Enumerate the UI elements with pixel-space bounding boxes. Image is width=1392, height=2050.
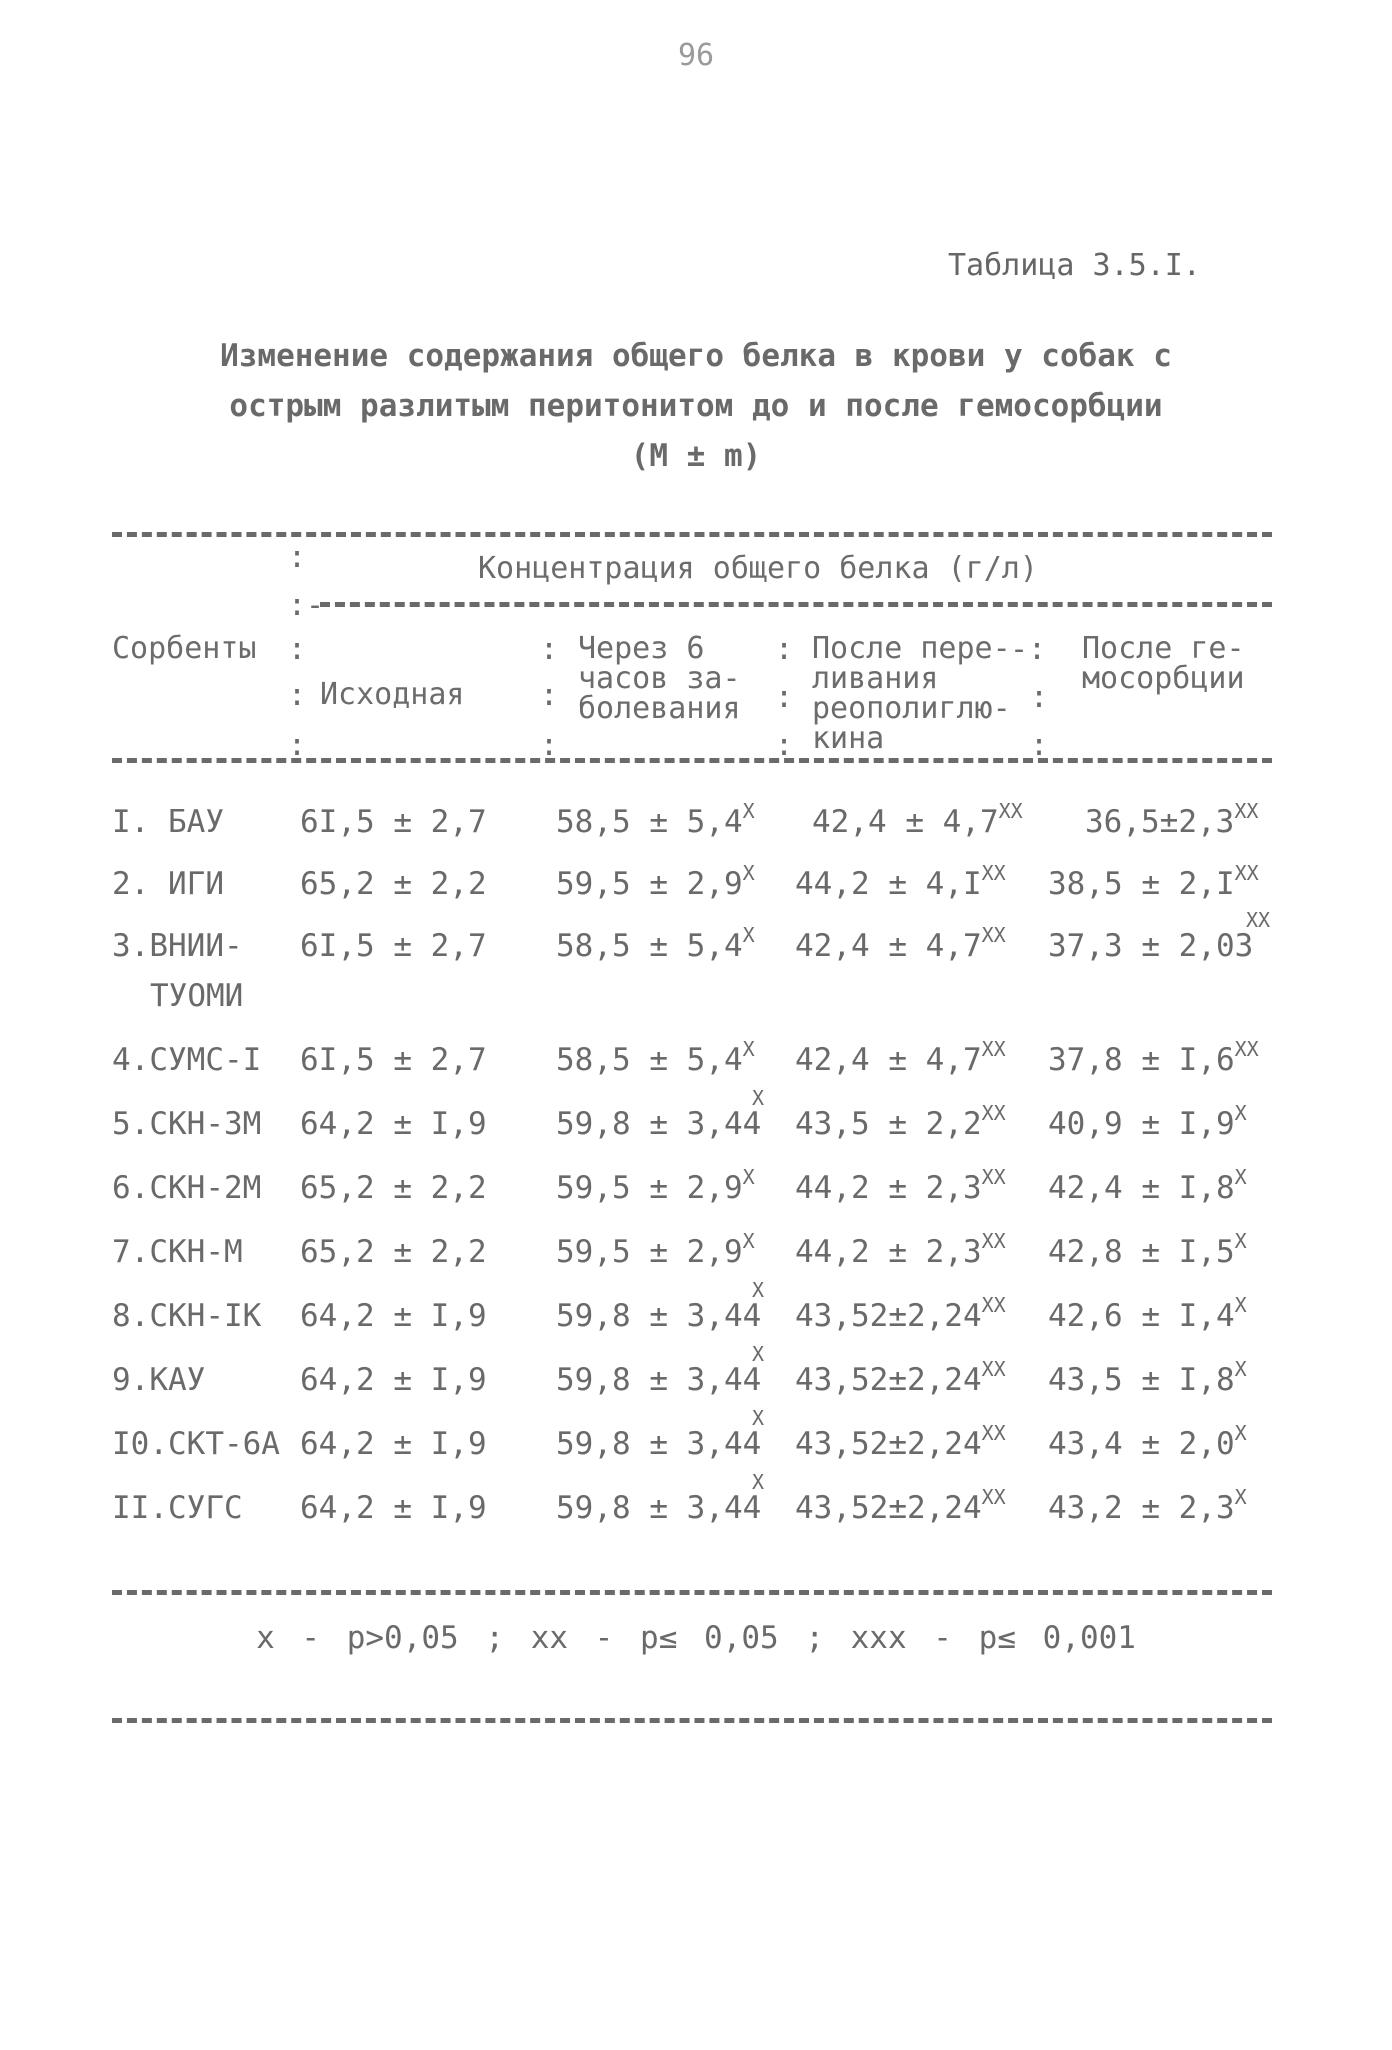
row-hemosorption: 40,9 ± I,9 [1048, 1106, 1235, 1142]
significance-mark: XX [981, 861, 1006, 885]
row-transfusion: 44,2 ± 2,3 [795, 1234, 982, 1270]
significance-mark: XX [981, 1037, 1006, 1061]
header-separator: : [288, 678, 307, 713]
significance-mark: X [1234, 1229, 1247, 1253]
table-label: Таблица 3.5.I. [948, 248, 1201, 283]
row-sorbent: 2. ИГИ [112, 866, 224, 902]
header-separator: : [540, 632, 559, 667]
row-initial: 65,2 ± 2,2 [300, 1170, 487, 1206]
significance-mark: XX [998, 799, 1023, 823]
header-sorbent: Сорбенты [112, 631, 257, 666]
row-6h: 58,5 ± 5,4 [556, 928, 743, 964]
header-group-label: Концентрация общего белка (г/л) [478, 551, 1038, 586]
significance-mark: X [1234, 1421, 1247, 1445]
row-sorbent: 3.ВНИИ- [112, 928, 243, 964]
header-separator: : [288, 540, 307, 575]
row-6h: 58,5 ± 5,4 [556, 804, 743, 840]
header-separator: :- [288, 588, 325, 623]
header-hemosorption-line-1: После ге- [1082, 631, 1245, 666]
significance-mark: XX [981, 1165, 1006, 1189]
row-initial: 64,2 ± I,9 [300, 1426, 487, 1462]
row-hemosorption: 38,5 ± 2,I [1048, 866, 1235, 902]
significance-mark: X [752, 1342, 765, 1366]
row-transfusion: 42,4 ± 4,7 [795, 928, 982, 964]
row-initial: 64,2 ± I,9 [300, 1106, 487, 1142]
row-6h: 59,5 ± 2,9 [556, 1234, 743, 1270]
row-hemosorption: 36,5±2,3 [1085, 804, 1235, 840]
row-hemosorption: 37,8 ± I,6 [1048, 1042, 1235, 1078]
row-sorbent: 7.СКН-М [112, 1234, 243, 1270]
significance-mark: XX [1234, 1037, 1259, 1061]
row-hemosorption: 37,3 ± 2,03 [1048, 928, 1254, 964]
row-hemosorption: 42,8 ± I,5 [1048, 1234, 1235, 1270]
significance-mark: X [742, 1165, 755, 1189]
significance-mark: XX [981, 1421, 1006, 1445]
table-title-line-3: (М ± m) [630, 438, 762, 474]
header-transfusion-line-2: ливания [812, 661, 939, 696]
significance-mark: XX [981, 1293, 1006, 1317]
significance-mark: X [742, 861, 755, 885]
row-sorbent: 6.СКН-2М [112, 1170, 262, 1206]
significance-mark: XX [981, 1357, 1006, 1381]
header-bottom-rule [112, 758, 1272, 763]
significance-mark: X [752, 1470, 765, 1494]
row-hemosorption: 42,6 ± I,4 [1048, 1298, 1235, 1334]
row-6h: 59,8 ± 3,44 [556, 1298, 762, 1334]
header-separator: : [775, 632, 794, 667]
header-transfusion-line-3: реополиглю- [812, 691, 1011, 726]
header-separator: : [540, 728, 559, 763]
significance-mark: X [1234, 1101, 1247, 1125]
significance-mark: XX [1246, 908, 1271, 932]
table-top-rule [112, 532, 1272, 537]
row-transfusion: 43,5 ± 2,2 [795, 1106, 982, 1142]
significance-mark: X [742, 1229, 755, 1253]
row-6h: 59,8 ± 3,44 [556, 1426, 762, 1462]
header-separator: : [775, 680, 794, 715]
header-separator: : [1030, 680, 1049, 715]
header-separator: : [288, 728, 307, 763]
row-6h: 58,5 ± 5,4 [556, 1042, 743, 1078]
row-sorbent: I. БАУ [112, 804, 224, 840]
row-sorbent: 5.СКН-3М [112, 1106, 262, 1142]
row-sorbent-line-2: ТУОМИ [150, 978, 244, 1014]
row-initial: 64,2 ± I,9 [300, 1298, 487, 1334]
table-title-line-1: Изменение содержания общего белка в крови у собак с [220, 338, 1172, 374]
row-transfusion: 44,2 ± 4,I [795, 866, 982, 902]
significance-mark: X [1234, 1165, 1247, 1189]
row-hemosorption: 43,2 ± 2,3 [1048, 1490, 1235, 1526]
row-6h: 59,5 ± 2,9 [556, 866, 743, 902]
row-initial: 6I,5 ± 2,7 [300, 928, 487, 964]
row-transfusion: 43,52±2,24 [795, 1490, 982, 1526]
significance-mark: X [1234, 1357, 1247, 1381]
significance-mark: X [1234, 1293, 1247, 1317]
header-separator: -: [1010, 632, 1047, 667]
row-6h: 59,8 ± 3,44 [556, 1106, 762, 1142]
significance-mark: X [1234, 1485, 1247, 1509]
header-transfusion-line-4: кина [812, 721, 885, 756]
row-transfusion: 42,4 ± 4,7 [795, 1042, 982, 1078]
significance-mark: X [752, 1278, 765, 1302]
table-bottom-rule [112, 1590, 1272, 1595]
row-hemosorption: 43,5 ± I,8 [1048, 1362, 1235, 1398]
row-transfusion: 43,52±2,24 [795, 1362, 982, 1398]
row-6h: 59,8 ± 3,44 [556, 1490, 762, 1526]
row-6h: 59,5 ± 2,9 [556, 1170, 743, 1206]
row-initial: 64,2 ± I,9 [300, 1490, 487, 1526]
table-title-line-2: острым разлитым перитонитом до и после гемосорбции [229, 388, 1163, 424]
significance-mark: X [742, 923, 755, 947]
significance-mark: X [742, 799, 755, 823]
header-transfusion-line-1: После пере- [812, 631, 1011, 666]
header-6h-line-2: часов за- [578, 661, 741, 696]
row-sorbent: 9.КАУ [112, 1362, 206, 1398]
significance-mark: XX [1234, 861, 1259, 885]
significance-mark: XX [981, 1229, 1006, 1253]
row-hemosorption: 42,4 ± I,8 [1048, 1170, 1235, 1206]
header-separator: : [540, 678, 559, 713]
header-separator: : [1030, 728, 1049, 763]
row-sorbent: 8.СКН-IК [112, 1298, 262, 1334]
header-hemosorption-line-2: мосорбции [1082, 661, 1245, 696]
row-sorbent: 4.СУМС-I [112, 1042, 262, 1078]
significance-mark: X [752, 1406, 765, 1430]
row-sorbent: II.СУГС [112, 1490, 243, 1526]
significance-mark: XX [981, 1485, 1006, 1509]
row-hemosorption: 43,4 ± 2,0 [1048, 1426, 1235, 1462]
row-initial: 6I,5 ± 2,7 [300, 1042, 487, 1078]
row-initial: 65,2 ± 2,2 [300, 866, 487, 902]
footnote-rule [112, 1718, 1272, 1723]
row-transfusion: 42,4 ± 4,7 [812, 804, 999, 840]
header-separator: : [775, 728, 794, 763]
header-6h-line-3: болевания [578, 691, 741, 726]
row-transfusion: 43,52±2,24 [795, 1298, 982, 1334]
row-transfusion: 43,52±2,24 [795, 1426, 982, 1462]
header-group-rule [320, 602, 1272, 607]
significance-mark: XX [981, 923, 1006, 947]
significance-footnote: x - p>0,05 ; xx - p≤ 0,05 ; xxx - p≤ 0,001 [256, 1620, 1136, 1656]
header-6h-line-1: Через 6 [578, 631, 705, 666]
row-transfusion: 44,2 ± 2,3 [795, 1170, 982, 1206]
page-number: 96 [677, 38, 715, 73]
row-6h: 59,8 ± 3,44 [556, 1362, 762, 1398]
header-separator: : [288, 632, 307, 667]
significance-mark: XX [1234, 799, 1259, 823]
significance-mark: XX [981, 1101, 1006, 1125]
row-initial: 64,2 ± I,9 [300, 1362, 487, 1398]
row-initial: 6I,5 ± 2,7 [300, 804, 487, 840]
significance-mark: X [752, 1086, 765, 1110]
row-sorbent: I0.СКТ-6А [112, 1426, 280, 1462]
row-initial: 65,2 ± 2,2 [300, 1234, 487, 1270]
header-initial: Исходная [320, 677, 465, 712]
significance-mark: X [742, 1037, 755, 1061]
